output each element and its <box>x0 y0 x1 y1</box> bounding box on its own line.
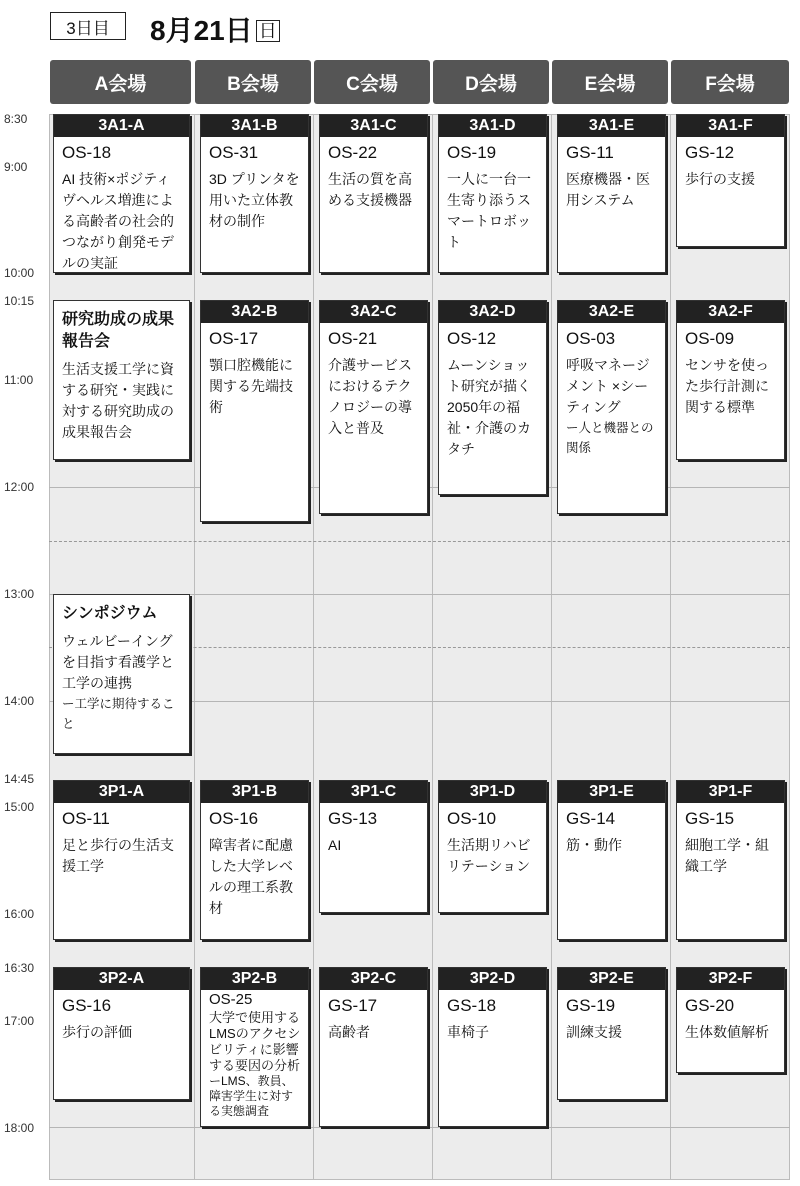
session-id: 3P2-A <box>54 968 189 990</box>
session-3p2-e[interactable] <box>557 967 666 1100</box>
session-code: OS-31 <box>209 143 259 162</box>
session-title: 足と歩行の生活支援工学 <box>62 837 174 874</box>
session-3p2-c[interactable] <box>319 967 428 1127</box>
session-id: 3P1-C <box>320 781 427 803</box>
session-title: 生活期リハビリテーション <box>447 837 531 874</box>
session-code: OS-19 <box>447 143 497 162</box>
session-code: OS-09 <box>685 329 735 348</box>
time-label: 14:45 <box>4 772 35 786</box>
time-label: 9:00 <box>4 160 28 174</box>
session-title: 一人に一台一生寄り添うスマートロボット <box>447 171 531 250</box>
time-label: 14:00 <box>4 694 35 708</box>
session-3p2-a[interactable] <box>53 967 190 1100</box>
session-code: GS-13 <box>328 809 378 828</box>
session-title: 3D プリンタを用いた立体教材の制作 <box>209 171 300 229</box>
hour-line <box>49 1127 790 1128</box>
session-code: OS-03 <box>566 329 616 348</box>
session-subtitle: ー人と機器との関係 <box>566 421 654 455</box>
session-code: GS-20 <box>685 996 735 1015</box>
session-id: 3A2-E <box>558 301 665 323</box>
session-3a2-c[interactable] <box>319 300 428 514</box>
session-title: 介護サービスにおけるテクノロジーの導入と普及 <box>328 357 412 436</box>
session-id: 3P1-B <box>201 781 308 803</box>
session-id: 3P2-C <box>320 968 427 990</box>
session-id: 3A1-F <box>677 115 784 137</box>
venue-header-c: C会場 <box>314 60 430 104</box>
session-code: OS-21 <box>328 329 378 348</box>
session-code: OS-16 <box>209 809 259 828</box>
session-code: GS-16 <box>62 996 112 1015</box>
venue-header-e: E会場 <box>552 60 668 104</box>
session-id: 3P2-E <box>558 968 665 990</box>
session-3p2-f[interactable] <box>676 967 785 1073</box>
session-code: GS-19 <box>566 996 616 1015</box>
time-label: 16:00 <box>4 907 35 921</box>
session-title: 生体数値解析 <box>685 1024 769 1040</box>
session-title: 大学で使用するLMSのアクセシビリティに影響する要因の分析 <box>209 1010 301 1073</box>
session-id: 3P1-A <box>54 781 189 803</box>
session-3p1-f[interactable] <box>676 780 785 940</box>
session-id: 3A2-C <box>320 301 427 323</box>
session-code: OS-17 <box>209 329 259 348</box>
session-3p1-c[interactable] <box>319 780 428 913</box>
session-3a1-b[interactable] <box>200 114 309 273</box>
session-id: 3P1-E <box>558 781 665 803</box>
session-title: AI 技術×ポジティヴヘルス増進による高齢者の社会的つながり創発モデルの実証 <box>62 171 174 271</box>
session-code: OS-22 <box>328 143 378 162</box>
time-label: 18:00 <box>4 1121 35 1135</box>
session-id: 3A1-A <box>54 115 189 137</box>
session-grant-report[interactable] <box>53 300 190 460</box>
session-heading: 研究助成の成果報告会 <box>62 311 175 350</box>
session-code: GS-17 <box>328 996 378 1015</box>
session-title: 生活支援工学に資する研究・実践に対する研究助成の成果報告会 <box>62 361 174 440</box>
venue-header-b: B会場 <box>195 60 311 104</box>
session-id: 3P1-D <box>439 781 546 803</box>
time-label: 16:30 <box>4 961 35 975</box>
session-code: GS-14 <box>566 809 616 828</box>
venue-header-f: F会場 <box>671 60 789 104</box>
session-3a2-d[interactable] <box>438 300 547 495</box>
session-code: OS-18 <box>62 143 112 162</box>
session-3a2-f[interactable] <box>676 300 785 460</box>
session-3a1-e[interactable] <box>557 114 666 273</box>
session-3p2-b[interactable] <box>200 967 309 1127</box>
session-title: 障害者に配慮した大学レベルの理工系教材 <box>209 837 293 916</box>
session-3a2-e[interactable] <box>557 300 666 514</box>
session-id: 3A2-D <box>439 301 546 323</box>
session-id: 3A1-D <box>439 115 546 137</box>
session-id: 3P1-F <box>677 781 784 803</box>
session-symposium[interactable] <box>53 594 190 754</box>
session-id: 3P2-F <box>677 968 784 990</box>
session-subtitle: ーLMS、教員、障害学生に対する実態調査 <box>209 1074 294 1118</box>
session-code: OS-25 <box>209 991 253 1008</box>
session-3a1-d[interactable] <box>438 114 547 273</box>
venue-header-a: A会場 <box>50 60 191 104</box>
session-title: ムーンショット研究が描く2050年の福祉・介護のカタチ <box>447 357 531 457</box>
session-id: 3P2-B <box>201 968 308 990</box>
venue-header-d: D会場 <box>433 60 549 104</box>
session-title: 筋・動作 <box>566 837 622 853</box>
half-hour-line <box>49 541 790 542</box>
session-code: GS-18 <box>447 996 497 1015</box>
session-id: 3A1-B <box>201 115 308 137</box>
time-label: 13:00 <box>4 587 35 601</box>
session-3a1-a[interactable] <box>53 114 190 273</box>
session-3a1-c[interactable] <box>319 114 428 273</box>
session-code: GS-12 <box>685 143 735 162</box>
session-3p1-a[interactable] <box>53 780 190 940</box>
session-title: 呼吸マネージメント ×シーティング <box>566 357 650 415</box>
session-heading: シンポジウム <box>62 605 158 622</box>
session-id: 3A2-F <box>677 301 784 323</box>
session-subtitle: ー工学に期待すること <box>62 697 175 731</box>
time-label: 10:15 <box>4 294 35 308</box>
session-title: センサを使った歩行計測に関する標準 <box>685 357 769 415</box>
session-3p1-e[interactable] <box>557 780 666 940</box>
session-title: 歩行の評価 <box>62 1024 132 1040</box>
session-code: GS-15 <box>685 809 735 828</box>
date-heading <box>150 9 280 49</box>
session-id: 3A2-B <box>201 301 308 323</box>
weekday-badge: 日 <box>256 20 280 42</box>
session-code: OS-10 <box>447 809 497 828</box>
session-title: 医療機器・医用システム <box>566 171 650 208</box>
session-title: 顎口腔機能に関する先端技術 <box>209 357 293 415</box>
session-title: ウェルビーイングを目指す看護学と工学の連携 <box>62 633 174 691</box>
session-3p2-d[interactable] <box>438 967 547 1127</box>
session-id: 3A1-E <box>558 115 665 137</box>
date-text: 8月21日 <box>150 15 253 46</box>
session-title: AI <box>328 837 342 853</box>
session-code: GS-11 <box>566 143 614 162</box>
time-label: 15:00 <box>4 800 35 814</box>
session-title: 歩行の支援 <box>685 171 755 187</box>
session-3p1-d[interactable] <box>438 780 547 913</box>
session-id: 3P2-D <box>439 968 546 990</box>
session-title: 高齢者 <box>328 1024 370 1040</box>
time-label: 12:00 <box>4 480 35 494</box>
session-code: OS-11 <box>62 809 110 828</box>
time-label: 8:30 <box>4 112 28 126</box>
session-3p1-b[interactable] <box>200 780 309 940</box>
session-3a1-f[interactable] <box>676 114 785 247</box>
time-label: 11:00 <box>4 373 34 387</box>
time-label: 10:00 <box>4 266 35 280</box>
session-title: 車椅子 <box>447 1024 489 1040</box>
day-label: 3日目 <box>50 12 126 40</box>
session-title: 細胞工学・組織工学 <box>685 837 769 874</box>
session-3a2-b[interactable] <box>200 300 309 522</box>
session-title: 訓練支援 <box>566 1024 622 1040</box>
session-title: 生活の質を高める支援機器 <box>328 171 412 208</box>
session-id: 3A1-C <box>320 115 427 137</box>
session-code: OS-12 <box>447 329 497 348</box>
time-label: 17:00 <box>4 1014 35 1028</box>
